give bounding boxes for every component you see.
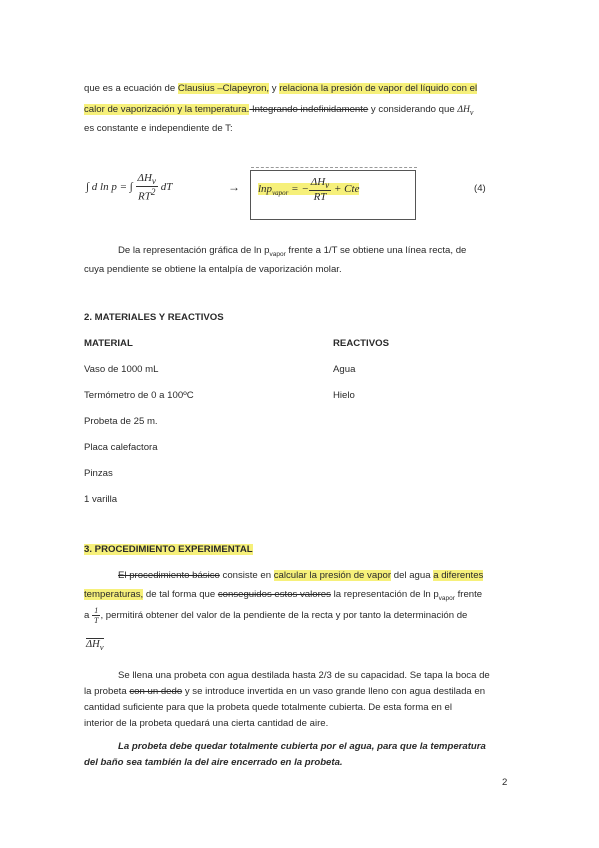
material-item: Termómetro de 0 a 100ºC	[84, 390, 194, 401]
reactivos-header: REACTIVOS	[333, 338, 389, 349]
section3-p1-line4: $\Delta H_v$	[86, 639, 104, 653]
equation-number: (4)	[474, 183, 486, 194]
integral-equation: ∫ d ln p = ∫ $\frac{\Delta H_v}{RT^2}$ dT	[86, 172, 173, 203]
section3-p2-line2: la probeta con un dedo y se introduce invertida en un vaso grande lleno con agua destilada en	[84, 686, 486, 697]
boxed-equation-content: lnp$_{vapor}$ = − $\frac{\Delta H_v}{RT}$ + Cte	[258, 176, 360, 204]
reagent-item: Agua	[333, 364, 356, 375]
para1-line3: es constante e independiente de T:	[84, 123, 233, 134]
highlight-calor: calor de vaporización y la temperatura.	[84, 104, 250, 115]
section3-p1-line1: El procedimiento básico consiste en calcular la presión de vapor del agua a diferentes	[118, 570, 484, 581]
section3-heading: 3. PROCEDIMIENTO EXPERIMENTAL	[84, 544, 253, 555]
highlight-relaciona: relaciona la presión de vapor del líquido con el	[279, 83, 478, 94]
section2-heading: 2. MATERIALES Y REACTIVOS	[84, 312, 224, 323]
section3-p1-line3: a $\frac{1}{T}$ , permitirá obtener del valor de la pendiente de la recta y por tanto la determinación de	[84, 606, 468, 625]
section3-p2-line3: cantidad suficiente para que la probeta quede totalmente cubierta. De esta forma en el	[84, 702, 452, 713]
material-item: Vaso de 1000 mL	[84, 364, 159, 375]
section3-p1-line2: temperaturas, de tal forma que conseguidos estos valores la representación de $\ln p_{vapor}$ frente	[84, 589, 483, 602]
material-header: MATERIAL	[84, 338, 133, 349]
material-item: Placa calefactora	[84, 442, 158, 453]
material-item: Probeta de 25 m.	[84, 416, 158, 427]
arrow-symbol: →	[228, 180, 240, 194]
material-item: 1 varilla	[84, 494, 118, 505]
section3-p2-line1: Se llena una probeta con agua destilada hasta 2/3 de su capacidad. Se tapa la boca de	[118, 670, 490, 681]
section3-p3-line2: del baño sea también la del aire encerrado en la probeta.	[84, 757, 343, 768]
para1-line1: que es a ecuación de Clausius –Clapeyron, y relaciona la presión de vapor del líquido con el	[84, 83, 478, 94]
para1-line2: calor de vaporización y la temperatura. Integrando indefinidamente y considerando que $\Delta H_v$	[84, 104, 474, 117]
section3-p2-line4: interior de la probeta quedará una cierta cantidad de aire.	[84, 718, 329, 729]
para2-line2: cuya pendiente se obtiene la entalpía de vaporización molar.	[84, 264, 342, 275]
page-number: 2	[502, 777, 508, 788]
strikethrough-text: Integrando indefinidamente	[249, 104, 369, 115]
material-item: Pinzas	[84, 468, 113, 479]
highlight-clausius: Clausius –Clapeyron,	[177, 83, 270, 94]
reagent-item: Hielo	[333, 390, 355, 401]
section3-p3-line1: La probeta debe quedar totalmente cubierta por el agua, para que la temperatura	[118, 741, 486, 752]
para2-line1: De la representación gráfica de $\ln p_{vapor}$ frente a 1/T se obtiene una línea recta, de	[118, 245, 467, 258]
